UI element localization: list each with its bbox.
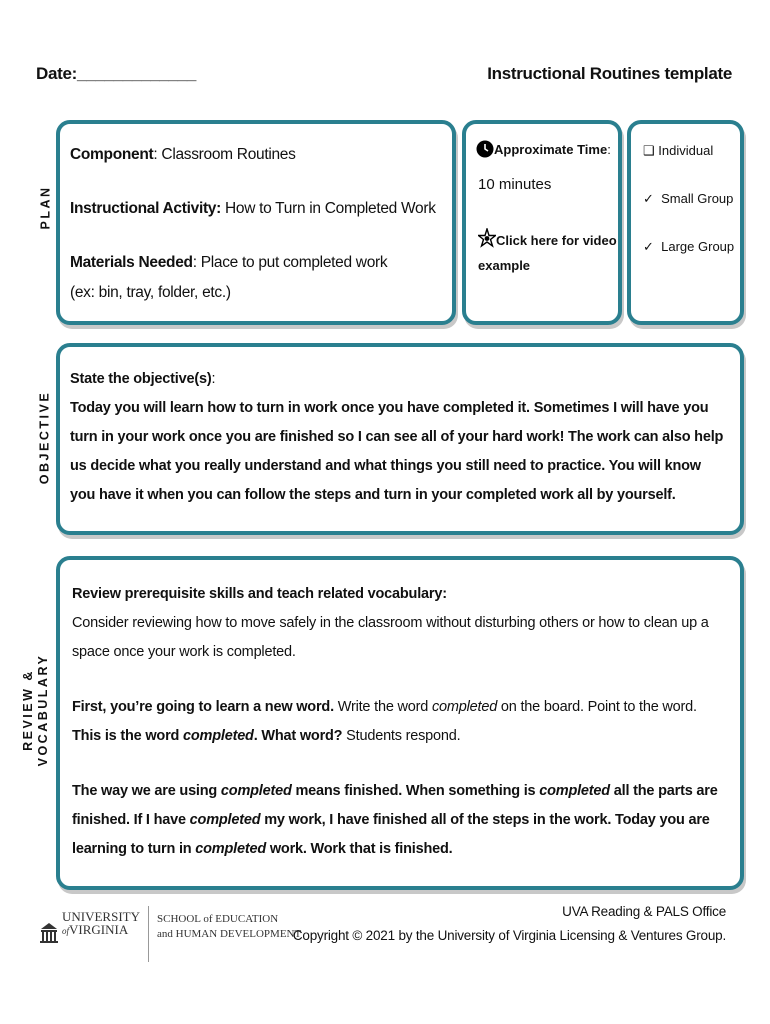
component-value: : Classroom Routines	[153, 146, 296, 163]
objective-box	[56, 343, 744, 535]
video-link[interactable]: Click here for video example	[478, 233, 617, 273]
section-label-objective: OBJECTIVE	[37, 390, 52, 485]
time-value: 10 minutes	[478, 176, 552, 193]
review-p3-h: completed	[195, 841, 266, 857]
time-box	[462, 120, 622, 325]
grouping-box	[627, 120, 744, 325]
star-icon	[478, 228, 496, 255]
grouping-individual[interactable]	[643, 142, 734, 160]
footer-copyright: Copyright © 2021 by the University of Virginia Licensing & Ventures Group.	[292, 928, 726, 943]
section-label-review	[21, 640, 51, 780]
review-box	[56, 556, 744, 890]
component-label: Component	[70, 146, 154, 163]
time-line	[476, 140, 611, 161]
materials-line	[70, 248, 387, 277]
page-title: Instructional Routines template	[487, 64, 732, 83]
review-p3-b: completed	[220, 783, 292, 799]
time-label: Approximate Time	[494, 142, 608, 157]
check-icon: ✓	[643, 191, 654, 206]
activity-value: How to Turn in Completed Work	[221, 200, 436, 217]
review-p2-e: This is the word	[72, 728, 183, 744]
review-p3-g: my work, I have finished all of the steps in the work. Today you are learning to turn in	[72, 812, 710, 857]
component-line	[70, 140, 296, 169]
review-p2-g: . What word?	[253, 728, 343, 744]
review-p2-c: completed	[431, 699, 498, 715]
uva-logo	[40, 906, 301, 962]
review-content	[72, 580, 726, 864]
review-p3-c: means finished. When something is	[291, 783, 540, 799]
review-p2-h: Students respond.	[342, 728, 461, 744]
review-p3-e: all the parts are finished. If I have	[72, 783, 718, 828]
section-label-review-line1: REVIEW &	[21, 669, 35, 751]
materials-example: (ex: bin, tray, folder, etc.)	[70, 284, 231, 301]
section-label-plan: PLAN	[38, 185, 53, 230]
uva-wordmark-line1: UNIVERSITY	[62, 909, 140, 924]
activity-line	[70, 194, 436, 223]
review-p3-a: The way we are using	[72, 783, 221, 799]
uva-wordmark-line3: VIRGINIA	[69, 922, 129, 937]
review-p2-f: completed	[183, 728, 254, 744]
footer-office: UVA Reading & PALS Office	[562, 904, 726, 919]
uva-wordmark	[62, 906, 149, 962]
objective-heading-colon: :	[211, 371, 216, 387]
review-paragraph-3	[72, 777, 726, 864]
review-heading: Review prerequisite skills and teach related vocabulary:	[72, 586, 447, 602]
materials-label: Materials Needed	[70, 254, 193, 271]
review-p3-i: work. Work that is finished.	[266, 841, 453, 857]
checkbox-icon: ❑	[643, 143, 655, 158]
grouping-small[interactable]	[643, 190, 734, 208]
uva-wordmark-of: of	[62, 926, 70, 936]
video-link-row[interactable]	[478, 228, 618, 277]
grouping-list	[643, 142, 734, 256]
objective-heading: State the objective(s)	[70, 371, 212, 387]
grouping-large[interactable]	[643, 238, 734, 256]
school-line1: SCHOOL of EDUCATION	[157, 913, 279, 925]
check-icon: ✓	[643, 239, 654, 254]
review-p2-d: on the board. Point to the word.	[497, 699, 697, 715]
clock-icon	[476, 140, 494, 161]
grouping-label: Small Group	[661, 191, 734, 206]
school-line2: and HUMAN DEVELOPMENT	[157, 928, 302, 940]
review-p2-a: First, you’re going to learn a new word.	[72, 699, 334, 715]
grouping-label: Large Group	[661, 239, 735, 254]
objective-content	[70, 365, 724, 510]
review-p2-b: Write the word	[333, 699, 432, 715]
time-colon: :	[607, 142, 611, 157]
materials-value: : Place to put completed work	[192, 254, 388, 271]
rotunda-icon	[40, 920, 58, 949]
review-paragraph-2	[72, 693, 726, 751]
school-wordmark	[149, 908, 301, 960]
grouping-label: Individual	[658, 143, 714, 158]
review-p3-d: completed	[539, 783, 610, 799]
section-label-review-line2: VOCABULARY	[36, 653, 50, 767]
plan-box	[56, 120, 456, 325]
date-label: Date:_____________	[36, 64, 197, 83]
review-intro: Consider reviewing how to move safely in the classroom without disturbing others or how to clean up a space once your work is completed.	[72, 615, 709, 660]
objective-body: Today you will learn how to turn in work once you have completed it. Sometimes I will have you turn in your work once you are finished so I can see all of your hard work! The work can also help us decide what you really understand and what things you still need to practice. You will know you have it when you can follow the steps and turn in your completed work all by yourself.	[70, 400, 724, 503]
review-p3-f: completed	[189, 812, 261, 828]
activity-label: Instructional Activity:	[70, 200, 221, 217]
